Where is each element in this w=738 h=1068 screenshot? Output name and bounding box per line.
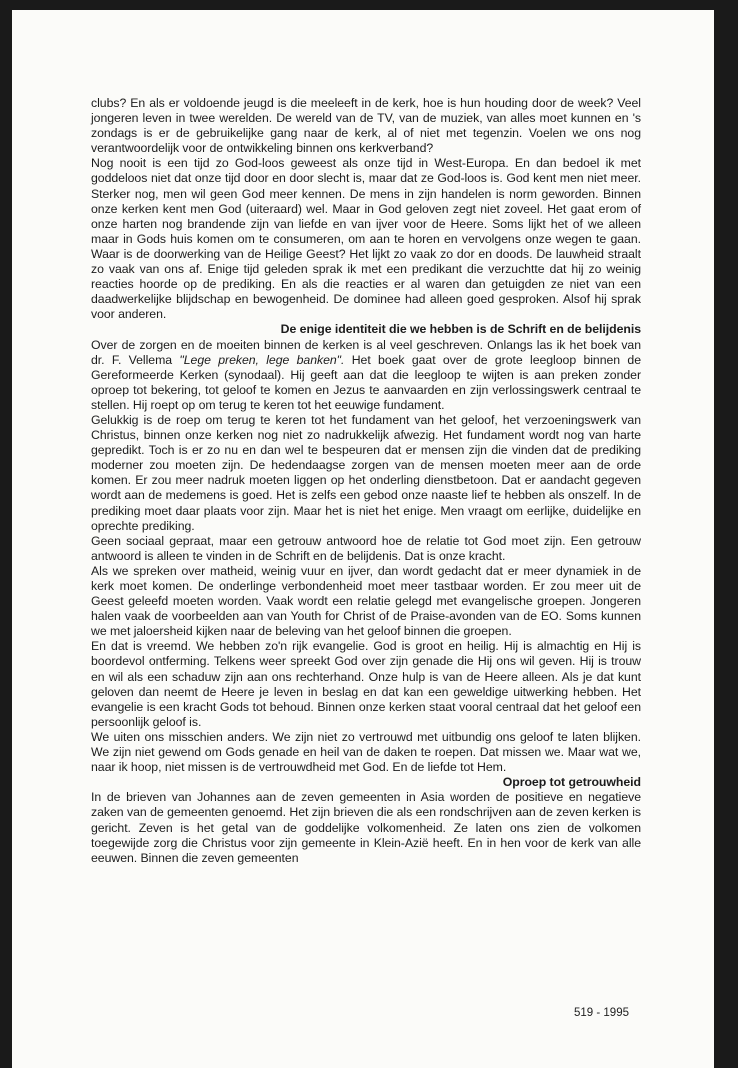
paragraph-text: Het boek gaat over de grote leegloop binnen de Gereformeerde Kerken (synodaal). Hij geeft aan dat die leegloop te wijten is aan preken zonder oproep tot bekering, tot geloof te komen en Jezus te aanvaarden en zijn verlossingswerk centraal te stellen. Hij roept op om terug te keren tot het eeuwige fundament. — [91, 352, 641, 412]
paragraph: Gelukkig is de roep om terug te keren tot het fundament van het geloof, het verzoeningswerk van Christus, binnen onze kerken nog niet zo nadrukkelijk afwezig. Het fundament wordt nog van harte gepredikt. Toch is er zo nu en dan wel te bespeuren dat er mensen zijn die vinden dat de prediking moderner zou moeten zijn. De hedendaagse zorgen van de mensen moeten meer aan de orde komen. Er zou meer nadruk moeten liggen op het onderling dienstbetoon. Dat er aandacht gegeven wordt aan de medemens is goed. Het is zelfs een gebod onze naaste lief te hebben als onszelf. In de prediking moet daar plaats voor zijn. Maar het is niet het enige. Men vraagt om eerlijke, duidelijke en oprechte prediking. — [91, 412, 641, 533]
section-heading: De enige identiteit die we hebben is de Schrift en de belijdenis — [280, 322, 641, 337]
article-body — [91, 96, 641, 866]
paragraph: Nog nooit is een tijd zo God-loos geweest als onze tijd in West-Europa. En dan bedoel ik met goddeloos niet dat onze tijd door en door slecht is, maar dat ze God-loos is. God kent men niet meer. Sterker nog, men wil geen God meer kennen. De mens in zijn handelen is norm geworden. Binnen onze kerken kent men God (uiteraard) wel. Maar in God geloven zegt niet zoveel. Het gaat erom of onze harten nog brandende zijn van liefde en van ijver voor de Heere. Soms lijkt het of we alleen maar in Gods huis komen om te consumeren, om aan te horen en vervolgens onze wegen te gaan. Waar is de doorwerking van de Heilige Geest? Het lijkt zo vaak zo dor en doods. De lauwheid straalt zo vaak van ons af. Enige tijd geleden sprak ik met een predikant die verzuchtte dat hij zo weinig reacties hoorde op de prediking. En als die reacties er al waren dan getuigden ze niet van een daadwerkelijke blijdschap en bewogenheid. De dominee had alleen goed gesproken. Alsof hij sprak voor anderen. — [91, 156, 641, 322]
paragraph-text: Over de zorgen en de moeiten binnen de kerken is al veel geschreven. Onlangs las ik het boek van dr. F. Vellema — [91, 337, 641, 367]
paragraph — [91, 338, 641, 413]
paragraph: In de brieven van Johannes aan de zeven gemeenten in Asia worden de positieve en negatieve zaken van de gemeenten genoemd. Het zijn brieven die als een rondschrijven aan de zeven kerken is gericht. Zeven is het getal van de goddelijke volkomenheid. Ze laten ons zien de volkomen toegewijde zorg die Christus voor zijn gemeente in Klein-Azië heeft. En in hen voor de kerk van alle eeuwen. Binnen die zeven gemeenten — [91, 790, 641, 865]
scan-border-left — [0, 0, 12, 1068]
page-number: 519 - 1995 — [574, 1007, 629, 1019]
section-heading: Oproep tot getrouwheid — [502, 775, 641, 790]
paragraph: En dat is vreemd. We hebben zo'n rijk evangelie. God is groot en heilig. Hij is almachtig en Hij is boordevol ontferming. Telkens weer spreekt God over zijn genade die Hij ons wil geven. Hij is trouw en wil als een schaduw zijn aan ons rechterhand. Onze hulp is van de Heere alleen. Als je dat kunt geloven dan neemt de Heere je leven in beslag en dat kan een geweldige uitwerking hebben. Het evangelie is een kracht Gods tot behoud. Binnen onze kerken staat vooral centraal dat het geloof een persoonlijk geloof is. — [91, 639, 641, 729]
scan-border-right — [714, 0, 738, 1068]
scan-border-top — [0, 0, 738, 10]
paragraph: Geen sociaal gepraat, maar een getrouw antwoord hoe de relatie tot God moet zijn. Een getrouw antwoord is alleen te vinden in de Schrift en de belijdenis. Dat is onze kracht. — [91, 533, 641, 563]
paragraph: We uiten ons misschien anders. We zijn niet zo vertrouwd met uitbundig ons geloof te laten blijken. We zijn niet gewend om Gods genade en heil van de daken te roepen. Dat missen we. Maar wat we, naar ik hoop, niet missen is de vertrouwdheid met God. En de liefde tot Hem. — [91, 729, 641, 775]
paragraph: clubs? En als er voldoende jeugd is die meeleeft in de kerk, hoe is hun houding door de week? Veel jongeren leven in twee werelden. De wereld van de TV, van de muziek, van alles moet kunnen en 's zondags is er de gebruikelijke gang naar de kerk, al of niet met tegenzin. Voelen we ons nog verantwoordelijk voor de ontwikkeling binnen ons kerkverband? — [91, 96, 641, 156]
page — [12, 10, 714, 1068]
paragraph: Als we spreken over matheid, weinig vuur en ijver, dan wordt gedacht dat er meer dynamiek in de kerk moet komen. De onderlinge verbondenheid moet meer tastbaar worden. Er zou meer uit de Geest geleefd moeten worden. Vaak wordt een relatie gelegd met evangelische groepen. Jongeren halen vaak de voorbeelden aan van Youth for Christ of de Praise-avonden van de EO. Soms kunnen we met jaloersheid kijken naar de beleving van het geloof binnen die groepen. — [91, 563, 641, 639]
book-title: "Lege preken, lege banken". — [179, 352, 345, 367]
